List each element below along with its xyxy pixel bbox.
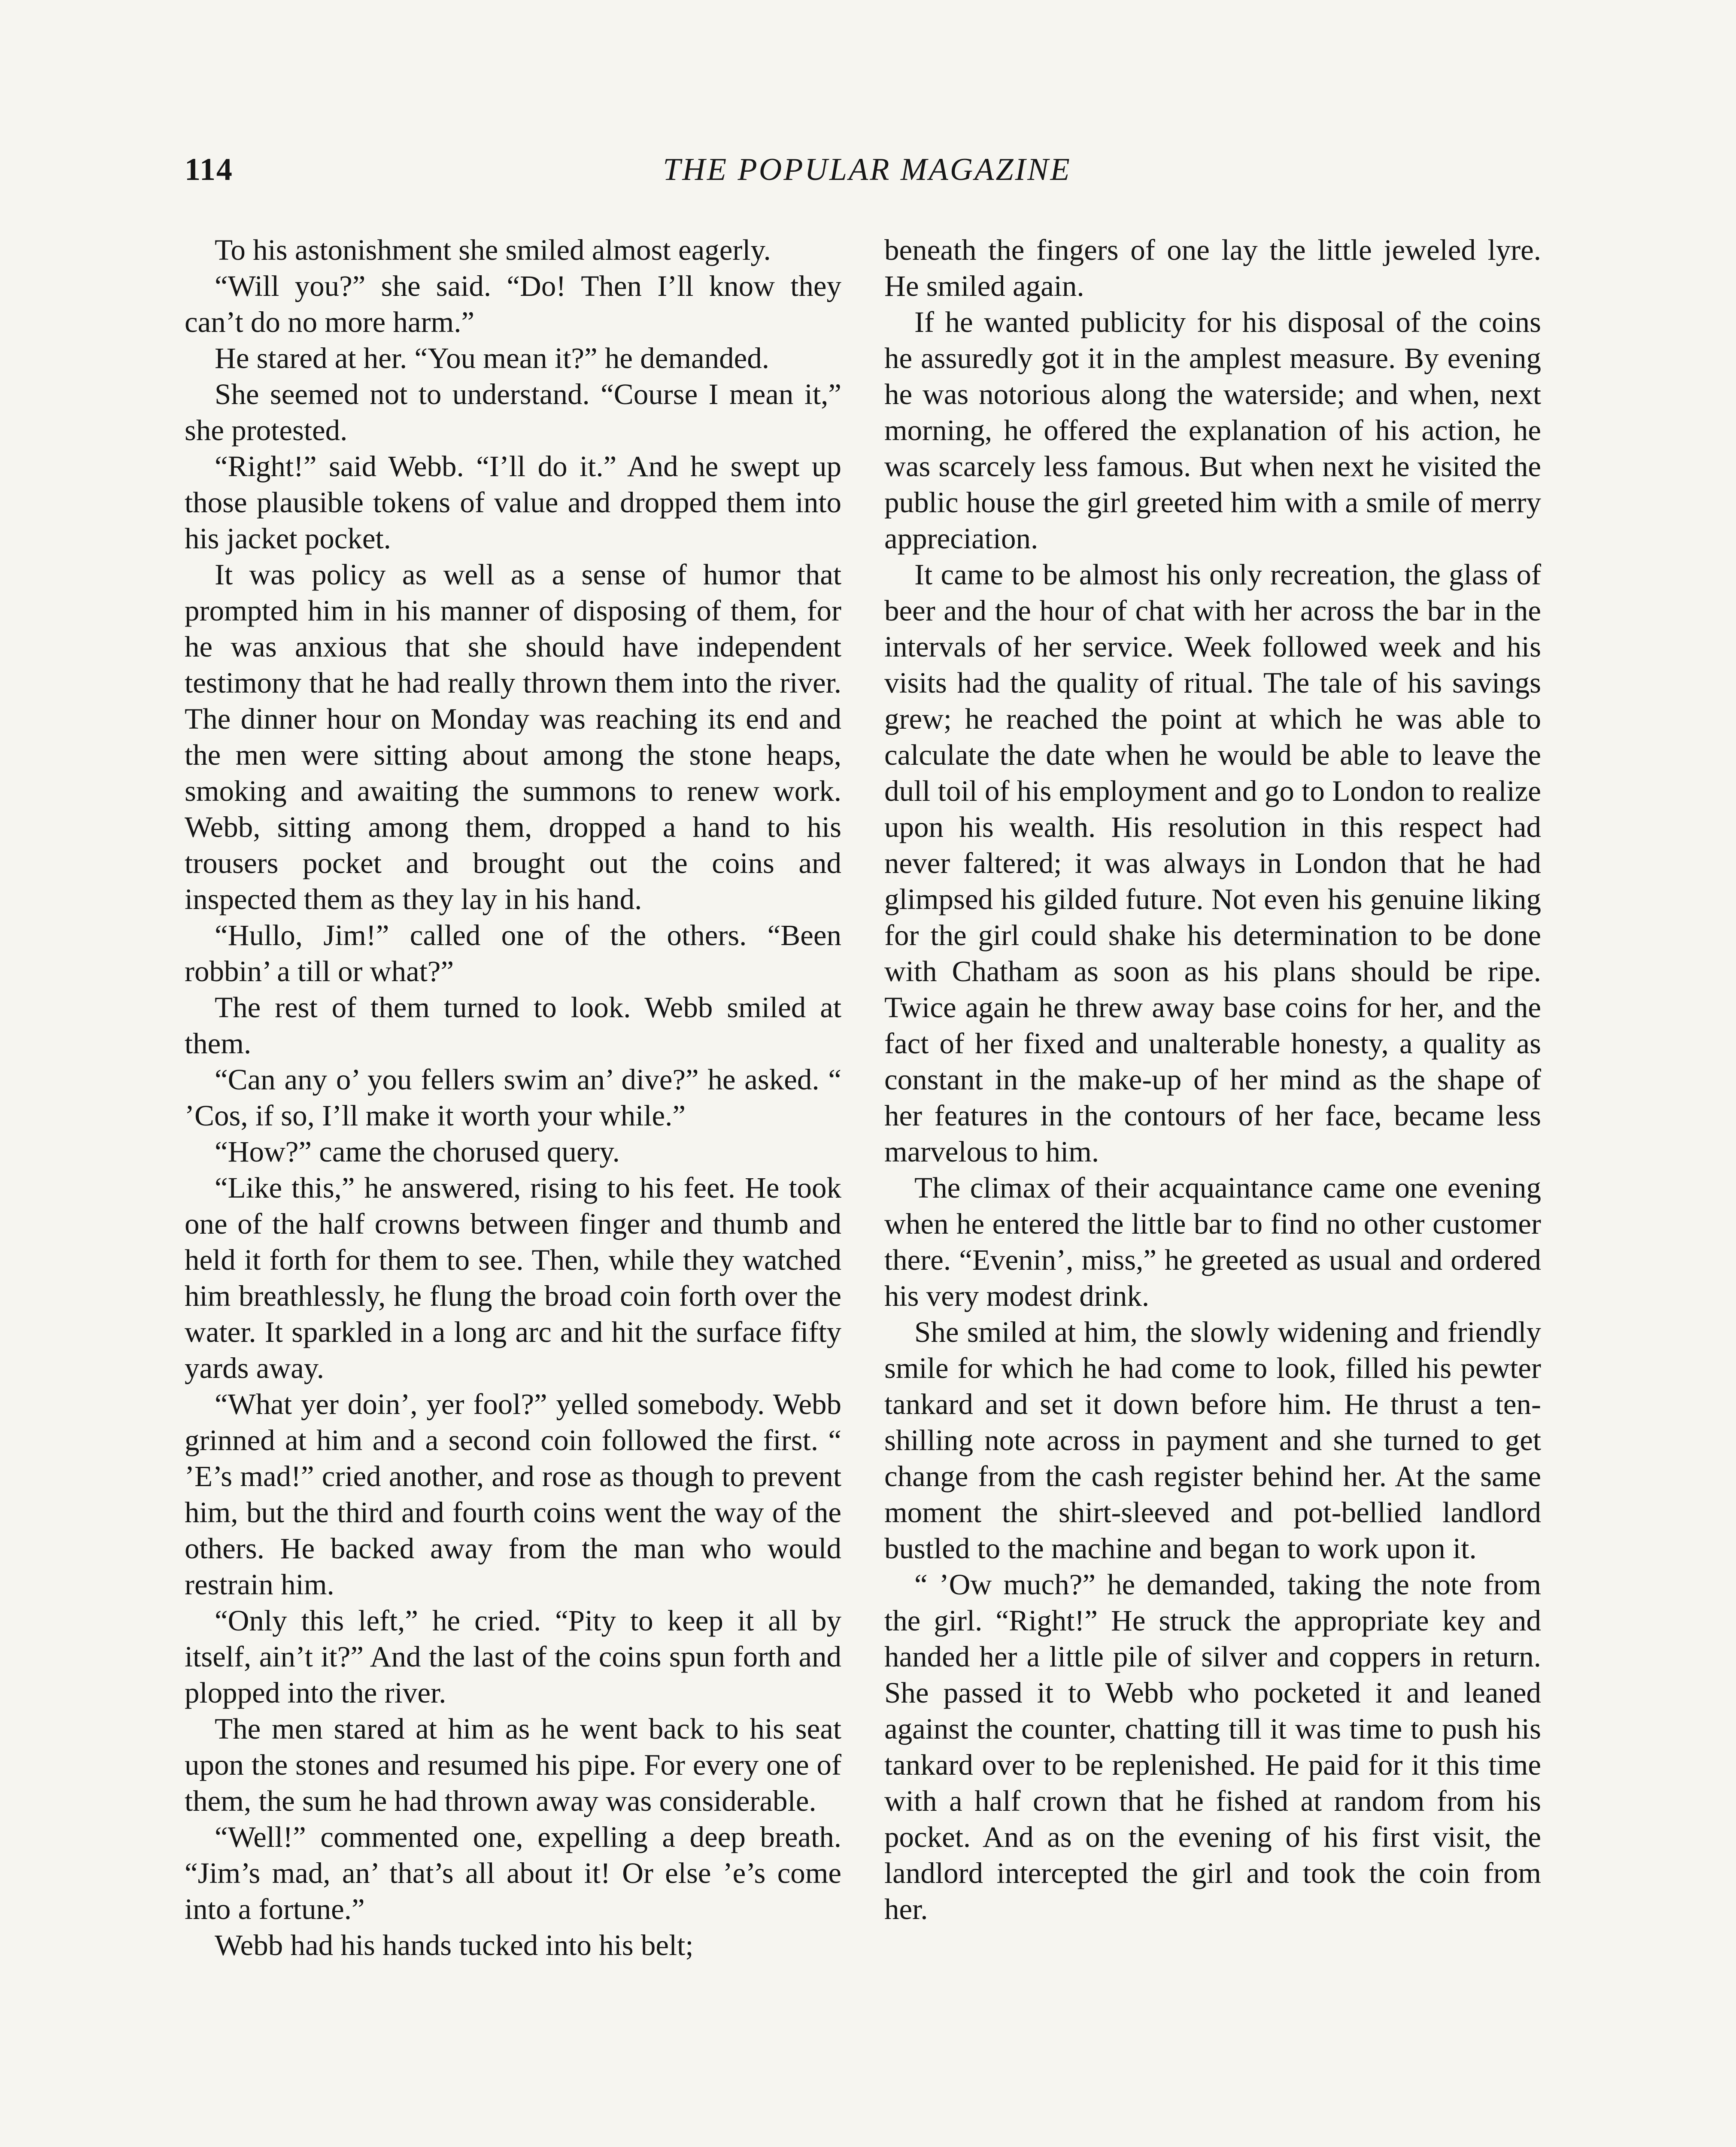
paragraph: The men stared at him as he went back to his seat upon the stones and resumed his pipe. For every one of them, the sum he had thrown away was considerable. bbox=[185, 1712, 841, 1817]
running-title: THE POPULAR MAGAZINE bbox=[663, 152, 1071, 187]
paragraph: “What yer doin’, yer fool?” yelled somebody. Webb grinned at him and a second coin followed the first. “ ’E’s mad!” cried another, and rose as though to prevent him, but the third and fourth coins went the way of the others. He backed away from the man who would restrain him. bbox=[185, 1388, 841, 1601]
paragraph: She seemed not to understand. “Course I mean it,” she protested. bbox=[185, 378, 841, 447]
paragraph: “Can any o’ you fellers swim an’ dive?” he asked. “ ’Cos, if so, I’ll make it worth your while.” bbox=[185, 1063, 841, 1132]
paragraph: “Well!” commented one, expelling a deep breath. “Jim’s mad, an’ that’s all about it! Or else ’e’s come into a fortune.” bbox=[185, 1821, 841, 1925]
paragraph: “Right!” said Webb. “I’ll do it.” And he swept up those plausible tokens of value and dropped them into his jacket pocket. bbox=[185, 450, 841, 555]
right-column bbox=[884, 232, 1541, 2147]
paragraph: “Will you?” she said. “Do! Then I’ll know they can’t do no more harm.” bbox=[185, 270, 841, 338]
paragraph: “ ’Ow much?” he demanded, taking the note from the girl. “Right!” He struck the appropriate key and handed her a little pile of silver and coppers in return. She passed it to Webb who pocketed it and leaned against the counter, chatting till it was time to push his tankard over to be replenished. He paid for it this time with a half crown that he fished at random from his pocket. And as on the evening of his first visit, the landlord intercepted the girl and took the coin from her. bbox=[884, 1568, 1541, 1925]
paragraph: He stared at her. “You mean it?” he demanded. bbox=[215, 342, 770, 374]
page-header bbox=[185, 148, 1550, 195]
paragraph-continued: beneath the fingers of one lay the little jeweled lyre. He smiled again. bbox=[884, 234, 1541, 302]
paragraph: It came to be almost his only recreation, the glass of beer and the hour of chat with her across the bar in the intervals of her service. Week followed week and his visits had the quality of ritual. The tale of his savings grew; he reached the point at which he was able to calculate the date when he would be able to leave the dull toil of his employment and go to London to realize upon his wealth. His resolution in this respect had never faltered; it was always in London that he had glimpsed his gilded future. Not even his genuine liking for the girl could shake his determination to be done with Chatham as soon as his plans should be ripe. Twice again he threw away base coins for her, and the fact of her fixed and unalterable honesty, a quality as constant in the make-up of her mind as the shape of her features in the contours of her face, became less marvelous to him. bbox=[884, 558, 1541, 1168]
paragraph: If he wanted publicity for his disposal of the coins he assuredly got it in the amplest measure. By evening he was notorious along the waterside; and when, next morning, he offered the explanation of his action, he was scarcely less famous. But when next he visited the public house the girl greeted him with a smile of merry appreciation. bbox=[884, 306, 1541, 555]
left-column bbox=[185, 232, 841, 2147]
paragraph: To his astonishment she smiled almost eagerly. bbox=[215, 234, 771, 266]
paragraph: “Only this left,” he cried. “Pity to keep it all by itself, ain’t it?” And the last of the coins spun forth and plopped into the river. bbox=[185, 1604, 841, 1709]
paragraph: Webb had his hands tucked into his belt; bbox=[215, 1929, 694, 1961]
paragraph: “How?” came the chorused query. bbox=[215, 1135, 620, 1168]
paragraph: It was policy as well as a sense of humor that prompted him in his manner of disposing of them, for he was anxious that she should have independent testimony that he had really thrown them into the river. The dinner hour on Monday was reaching its end and the men were sitting about among the stone heaps, smoking and awaiting the summons to renew work. Webb, sitting among them, dropped a hand to his trousers pocket and brought out the coins and inspected them as they lay in his hand. bbox=[185, 558, 841, 915]
paragraph: The rest of them turned to look. Webb smiled at them. bbox=[185, 991, 841, 1060]
paragraph: “Like this,” he answered, rising to his feet. He took one of the half crowns between finger and thumb and held it forth for them to see. Then, while they watched him breathlessly, he flung the broad coin forth over the water. It sparkled in a long arc and hit the surface fifty yards away. bbox=[185, 1171, 841, 1384]
paragraph: The climax of their acquaintance came one evening when he entered the little bar to find no other customer there. “Evenin’, miss,” he greeted as usual and ordered his very modest drink. bbox=[884, 1171, 1541, 1312]
page-number: 114 bbox=[185, 152, 233, 187]
paragraph: She smiled at him, the slowly widening and friendly smile for which he had come to look, filled his pewter tankard and set it down before him. He thrust a ten-shilling note across in payment and she turned to get change from the cash register behind her. At the same moment the shirt-sleeved and pot-bellied landlord bustled to the machine and began to work upon it. bbox=[884, 1316, 1541, 1565]
paragraph: “Hullo, Jim!” called one of the others. “Been robbin’ a till or what?” bbox=[185, 919, 841, 988]
